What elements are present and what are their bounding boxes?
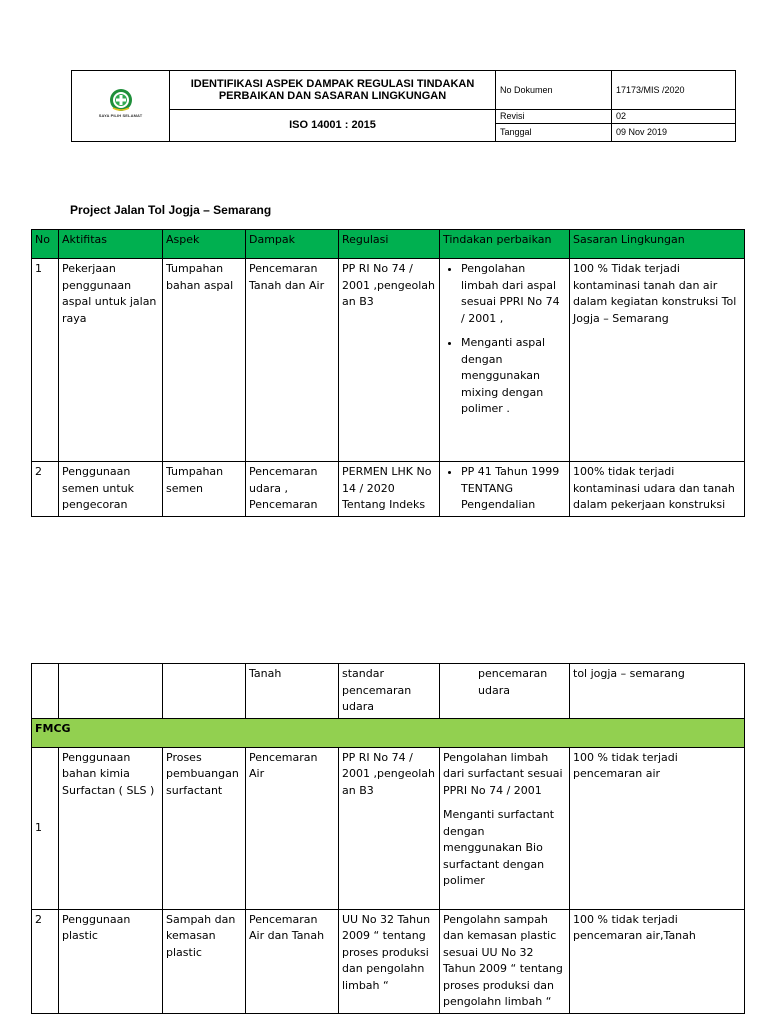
cell-no: 2 [32,909,59,1013]
cell-aktifitas: Penggunaan plastic [59,909,163,1013]
cell-no: 1 [32,747,59,909]
column-header: Aktifitas [59,230,163,259]
aspect-table-page2 [31,663,745,1014]
cell-aktifitas [59,664,163,719]
table-row [32,747,745,909]
column-header: Aspek [163,230,246,259]
list-item: • Pengolahan limbah dari aspal sesuai PPRI No 74 / 2001 , [461,261,566,327]
cell-no: 2 [32,462,59,517]
section-label: FMCG [32,718,745,747]
cell-no [32,664,59,719]
cell-tindakan: pencemaran udara [440,664,570,719]
table-header-row [32,230,745,259]
field-value: 02 [612,109,736,123]
list-item: • PP 41 Tahun 1999 TENTANG Pengendalian [461,464,566,512]
cell-tindakan [440,747,570,909]
cell-sasaran: 100% tidak terjadi kontaminasi udara dan tanah dalam pekerjaan konstruksi [570,462,745,517]
cell-tindakan [440,259,570,462]
cell-aspek: Tumpahan semen [163,462,246,517]
cell-sasaran: 100 % Tidak terjadi kontaminasi tanah dan air dalam kegiatan konstruksi Tol Jogja – Semarang [570,259,745,462]
continuation-row [32,664,745,719]
cell-regulasi: standar pencemaran udara [339,664,440,719]
cell-aspek: Tumpahan bahan aspal [163,259,246,462]
iso-standard: ISO 14001 : 2015 [170,109,496,141]
safety-cross-icon [109,88,133,112]
column-header: Regulasi [339,230,440,259]
column-header: Tindakan perbaikan [440,230,570,259]
cell-dampak: Pencemaran udara , Pencemaran [246,462,339,517]
cell-dampak: Pencemaran Tanah dan Air [246,259,339,462]
cell-sasaran: 100 % tidak terjadi pencemaran air,Tanah [570,909,745,1013]
cell-sasaran: 100 % tidak terjadi pencemaran air [570,747,745,909]
document-header [71,70,736,142]
project-title: Project Jalan Tol Jogja – Semarang [70,203,272,217]
field-label: Tanggal [496,123,612,141]
cell-regulasi: PP RI No 74 / 2001 ,pengeolah an B3 [339,259,440,462]
table-row [32,462,745,517]
column-header: No [32,230,59,259]
logo-cell [72,71,170,142]
cell-aspek: Sampah dan kemasan plastic [163,909,246,1013]
tindakan-paragraph: Menganti surfactant dengan menggunakan Bio surfactant dengan polimer [443,808,555,887]
field-label: No Dokumen [496,71,612,110]
cell-aspek: Proses pembuangan surfactant [163,747,246,909]
cell-regulasi: PERMEN LHK No 14 / 2020 Tentang Indeks [339,462,440,517]
field-label: Revisi [496,109,612,123]
cell-dampak: Tanah [246,664,339,719]
column-header: Sasaran Lingkungan [570,230,745,259]
cell-regulasi: UU No 32 Tahun 2009 “ tentang proses produksi dan pengolahn limbah “ [339,909,440,1013]
cell-aktifitas: Pekerjaan penggunaan aspal untuk jalan raya [59,259,163,462]
cell-aktifitas: Penggunaan bahan kimia Surfactan ( SLS ) [59,747,163,909]
table-row [32,909,745,1013]
list-item: • Menganti aspal dengan menggunakan mixing dengan polimer . [461,335,566,418]
logo-motto: SAYA PILIH SELAMAT [98,113,143,118]
section-row [32,718,745,747]
field-value: 17173/MIS /2020 [612,71,736,110]
aspect-table-page1 [31,229,745,517]
cell-dampak: Pencemaran Air dan Tanah [246,909,339,1013]
tindakan-paragraph: Pengolahan limbah dari surfactant sesuai PPRI No 74 / 2001 [443,750,563,797]
table-row [32,259,745,462]
column-header: Dampak [246,230,339,259]
cell-regulasi: PP RI No 74 / 2001 ,pengeolah an B3 [339,747,440,909]
cell-dampak: Pencemaran Air [246,747,339,909]
company-logo [82,85,160,125]
cell-tindakan [440,462,570,517]
cell-aktifitas: Penggunaan semen untuk pengecoran [59,462,163,517]
cell-tindakan: Pengolahn sampah dan kemasan plastic sesuai UU No 32 Tahun 2009 “ tentang proses produksi dan pengolahn limbah “ [440,909,570,1013]
cell-no: 1 [32,259,59,462]
cell-aspek [163,664,246,719]
document-title: IDENTIFIKASI ASPEK DAMPAK REGULASI TINDAKAN PERBAIKAN DAN SASARAN LINGKUNGAN [170,71,496,110]
cell-sasaran: tol jogja – semarang [570,664,745,719]
field-value: 09 Nov 2019 [612,123,736,141]
